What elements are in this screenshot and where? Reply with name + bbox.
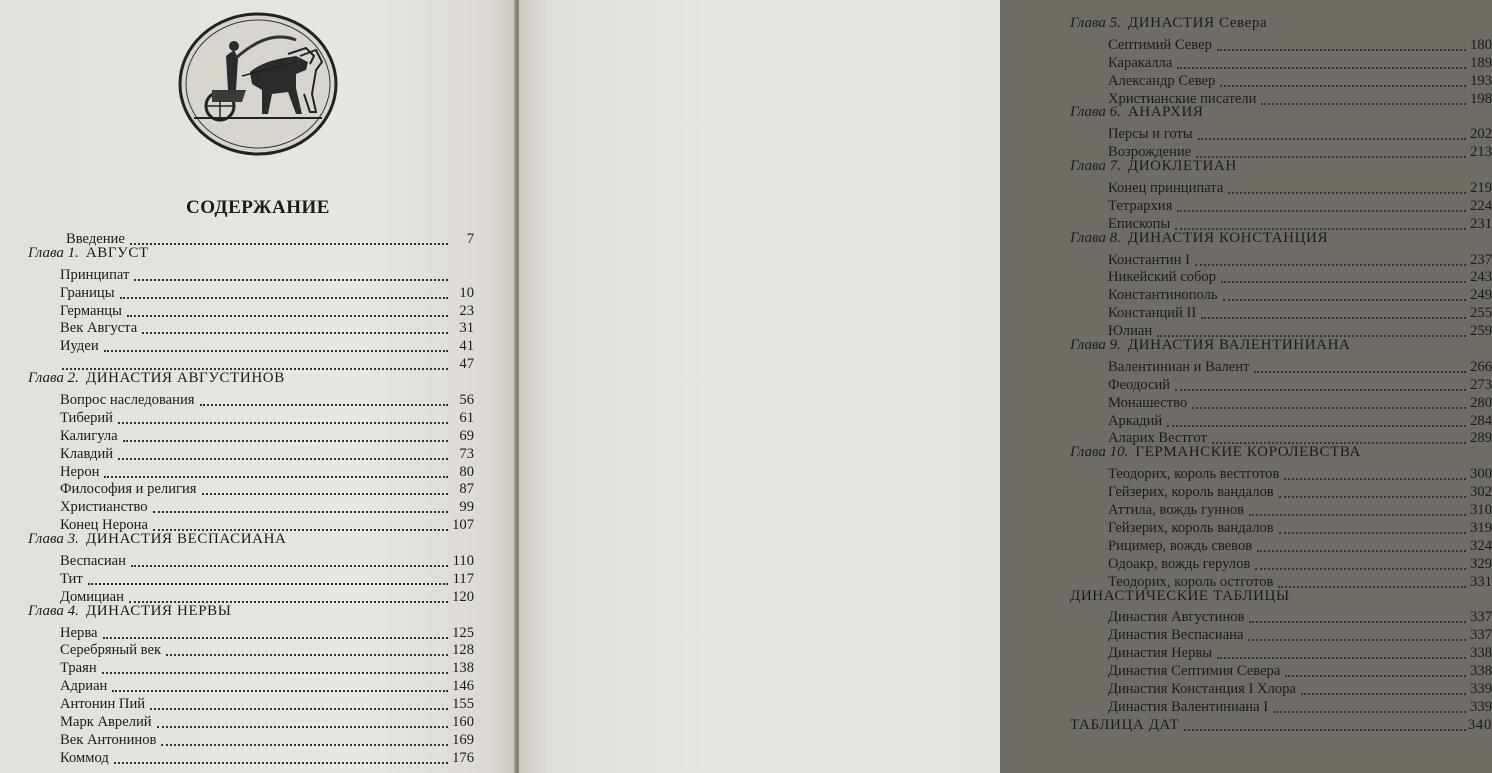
entry-label: Феодосий [1108,376,1171,393]
entry-label: Тит [60,570,83,587]
entry-label: Марк Аврелий [60,714,152,731]
entry-page: 280 [1470,394,1492,411]
toc-entry [1070,570,1492,588]
dot-leader [1248,625,1466,641]
dot-leader [62,354,448,370]
entry-label: Адриан [60,678,108,695]
dot-leader [153,497,448,513]
toc-right-column [1070,15,1492,731]
entry-page: 125 [452,624,474,641]
toc-entry [1070,69,1492,87]
entry-label: Династия Августинов [1108,609,1245,626]
entry-page: 259 [1470,323,1492,340]
entry-page: 160 [452,714,474,731]
toc-entry [1070,176,1492,197]
toc-entry [28,585,474,603]
toc-entry [28,638,474,659]
entry-page: 87 [459,481,474,498]
toc-entry [1070,373,1492,391]
entry-page: 146 [452,678,474,695]
toc-entry [1070,301,1492,322]
entry-label: Никейский собор [1108,269,1216,286]
dot-leader [1254,357,1466,373]
entry-label: Рицимер, вождь свевов [1108,537,1253,554]
entry-page: 120 [452,588,474,605]
dot-leader [166,640,448,656]
chapter-heading [1070,337,1492,355]
entry-label: Тиберий [60,409,113,426]
entry-label: Клавдий [60,445,114,462]
entry-label: Нерон [60,463,100,480]
entry-label: Констанций II [1108,305,1197,322]
chapter-number: Глава 8. [1070,229,1121,246]
entry-page: 176 [452,749,474,766]
dot-leader [200,390,449,406]
chapter-number: Глава 10. [1070,444,1129,461]
entry-label: Тетрархия [1108,197,1173,214]
entry-label: Вопрос наследования [60,392,195,409]
entry-page: 329 [1470,555,1492,572]
toc-entry [1070,194,1492,212]
toc-entry [28,728,474,746]
dot-leader [1301,679,1466,695]
toc-entry-table [1070,677,1492,695]
entry-page: 243 [1470,269,1492,286]
entry-label: Константин I [1108,251,1190,268]
entry-page: 249 [1470,287,1492,304]
dot-leader [1196,142,1466,158]
toc-entry [28,656,474,677]
dot-leader [1212,428,1466,444]
entry-page: 337 [1470,627,1492,644]
chapter-title: ДИНАСТИЯ АВГУСТИНОВ [85,370,285,387]
toc-entry [28,621,474,639]
entry-page: 284 [1470,412,1492,429]
entry-label: Династия Веспасиана [1108,627,1244,644]
entry-page: 180 [1470,36,1492,53]
entry-label: Аркадий [1108,412,1163,429]
chapter-title: ГЕРМАНСКИЕ КОРОЛЕВСТВА [1135,444,1361,461]
dot-leader [1249,607,1466,623]
entry-page: 266 [1470,358,1492,375]
chapter-title: ДИНАСТИЯ Севера [1127,15,1268,31]
entry-label: Коммод [60,749,109,766]
entry-page: 237 [1470,251,1492,268]
entry-page: 319 [1470,519,1492,536]
dot-leader [1249,500,1466,516]
entry-page: 231 [1470,215,1492,232]
entry-label: Константинополь [1108,287,1218,304]
entry-label: Антонин Пий [60,696,146,713]
entry-label: Династия Септимия Севера [1108,663,1281,680]
entry-page: 289 [1470,430,1492,447]
entry-label: Аттила, вождь гуннов [1108,502,1245,519]
entry-label: Теодорих, король вестготов [1108,466,1280,483]
entry-page: 340 [1467,716,1492,733]
dot-leader [1255,554,1466,570]
chariot-vignette [176,10,340,158]
entry-label: Септимий Север [1108,36,1212,53]
toc-entry [28,406,474,424]
dot-leader [118,444,448,460]
dot-leader [161,730,448,746]
chapter-number: Глава 6. [1070,104,1121,121]
toc-entry [1070,409,1492,427]
entry-page: 10 [459,284,474,301]
entry-label: Гейзерих, король вандалов [1108,519,1274,536]
entry-page: 128 [452,642,474,659]
dot-leader [1201,303,1466,319]
entry-page: 339 [1470,698,1492,715]
chapter-title: АНАРХИЯ [1127,104,1204,121]
chapter-heading [1070,15,1492,33]
entry-label: Династия Констанция I Хлора [1108,680,1296,697]
dot-leader [1192,393,1466,409]
dot-leader [1217,35,1466,51]
entry-page: 198 [1470,90,1492,107]
toc-entry [1070,498,1492,519]
dot-leader [1228,178,1466,194]
toc-entry [28,281,474,299]
toc-entry [28,334,474,355]
dot-leader [1195,250,1466,266]
toc-entry [1070,426,1492,447]
dot-leader [1284,464,1466,480]
toc-entry [1070,355,1492,373]
entry-label: Серебряный век [60,642,162,659]
dot-leader [120,283,448,299]
entry-page: 41 [459,338,474,355]
entry-page: 47 [459,356,474,373]
chapter-heading [28,531,474,549]
toc-entry [1070,265,1492,286]
toc-entry [1070,319,1492,340]
toc-entry-table [1070,641,1492,662]
dot-leader [1273,697,1466,713]
toc-entry-table [1070,605,1492,626]
toc-entry [28,710,474,731]
toc-entry [28,388,474,409]
entry-page: 56 [459,392,474,409]
entry-page: 324 [1470,537,1492,554]
entry-label: Конец Нерона [60,517,148,534]
chapter-number: Глава 5. [1070,15,1121,31]
dot-leader [153,515,448,531]
entry-label: Век Антонинов [60,731,157,748]
entry-label: Христианство [60,499,148,516]
entry-page: 31 [459,320,474,337]
entry-label: Каракалла [1108,54,1173,71]
toc-entry [28,352,474,373]
entry-label: Династия Нервы [1108,645,1213,662]
dot-leader [123,426,448,442]
toc-entry [1070,122,1492,143]
dot-leader [127,301,448,317]
dot-leader [129,587,448,603]
dot-leader [118,408,448,424]
toc-entry [28,316,474,337]
toc-entry [1070,33,1492,51]
toc-entry [1070,212,1492,230]
chapter-number: Глава 2. [28,370,79,387]
toc-entry [28,460,474,478]
dot-leader [1175,375,1466,391]
entry-page: 61 [459,409,474,426]
entry-page: 189 [1470,54,1492,71]
entry-label: Веспасиан [60,553,126,570]
entry-page: 23 [459,302,474,319]
toc-entry [28,513,474,534]
chapter-heading [1070,230,1492,248]
entry-page: 7 [466,231,474,247]
dot-leader [1220,71,1466,87]
entry-page: 99 [459,499,474,516]
chapter-heading [28,603,474,621]
entry-label: Возрождение [1108,144,1192,161]
dot-leader [142,318,448,334]
entry-label: Христианские писатели [1108,90,1257,107]
entry-page: 224 [1470,197,1492,214]
toc-entry [28,263,474,281]
dot-leader [1279,518,1466,534]
entry-label: ТАБЛИЦА ДАТ [1070,716,1180,733]
dot-leader [104,336,448,352]
dot-leader [1157,321,1466,337]
dot-leader [104,462,448,478]
chapter-title: ДИОКЛЕТИАН [1127,158,1237,175]
entry-label: Нерва [60,624,98,641]
entry-page: 73 [459,445,474,462]
toc-entry-table [1070,623,1492,644]
entry-page: 155 [452,696,474,713]
chapter-number: Глава 3. [28,531,79,548]
entry-label: Германцы [60,302,122,319]
entry-page: 138 [452,660,474,677]
entry-page: 202 [1470,126,1492,143]
entry-page: 213 [1470,144,1492,161]
entry-label: Конец принципата [1108,180,1224,197]
toc-entry [1070,140,1492,161]
entry-label: Иудеи [60,338,99,355]
toc-entry [28,674,474,695]
entry-label: Одоакр, вождь герулов [1108,555,1251,572]
toc-entry-dates [1070,713,1492,731]
entry-page: 338 [1470,645,1492,662]
dot-leader [202,479,448,495]
toc-entry [28,567,474,585]
entry-page: 107 [452,517,474,534]
toc-entry [28,442,474,460]
toc-entry [28,746,474,764]
entry-page: 310 [1470,502,1492,519]
entry-page: 300 [1470,466,1492,483]
toc-entry [28,692,474,713]
dot-leader [1279,482,1466,498]
toc-entry [1070,516,1492,534]
toc-entry [1070,87,1492,105]
toc-entry-table [1070,659,1492,680]
entry-label: Монашество [1108,394,1188,411]
entry-page: 219 [1470,180,1492,197]
dot-leader [114,748,448,764]
dot-leader [131,551,448,567]
dot-leader [1198,124,1466,140]
toc-entry [28,549,474,570]
toc-entry [28,299,474,317]
dot-leader [1221,267,1466,283]
toc-entry [1070,391,1492,409]
entry-page: 273 [1470,376,1492,393]
dot-leader [150,694,448,710]
dot-leader [134,265,448,281]
entry-page: 331 [1470,573,1492,590]
entry-label: Век Августа [60,320,138,337]
entry-label: Теодорих, король остготов [1108,573,1274,590]
toc-entry-table [1070,695,1492,713]
dot-leader [157,712,448,728]
entry-page: 117 [452,570,474,587]
dot-leader [88,569,448,585]
toc-entry [1070,552,1492,570]
chapter-number: Глава 9. [1070,337,1121,354]
dot-leader [102,658,448,674]
dot-leader [1223,285,1466,301]
chapter-heading [28,245,474,263]
entry-page: 255 [1470,305,1492,322]
entry-label: Домициан [60,588,124,605]
entry-label: Калигула [60,427,118,444]
dot-leader [1184,715,1465,731]
dot-leader [1217,643,1466,659]
dot-leader [1177,196,1466,212]
entry-label: Александр Север [1108,72,1216,89]
entry-label: Аларих Вестгот [1108,430,1207,447]
entry-label: Юлиан [1108,323,1153,340]
entry-label: Гейзерих, король вандалов [1108,484,1274,501]
entry-label: Епископы [1108,215,1171,232]
chapter-title: ДИНАСТИЯ ВАЛЕНТИНИАНА [1127,337,1351,354]
entry-page: 193 [1470,72,1492,89]
dot-leader [1261,89,1466,105]
left-page [0,0,516,773]
dot-leader [1167,411,1466,427]
dot-leader [1257,536,1466,552]
entry-label: Введение [66,231,125,247]
chapter-heading [1070,444,1492,462]
dot-leader [1177,53,1466,69]
dot-leader [130,229,448,245]
toc-entry [28,495,474,516]
chapter-number: Глава 7. [1070,158,1121,175]
right-page [519,0,1492,773]
toc-entry [28,424,474,442]
chapter-title: ДИНАСТИЯ ВЕСПАСИАНА [85,531,287,548]
chapter-number: Глава 4. [28,602,79,619]
entry-page: 169 [452,731,474,748]
chapter-heading [1070,158,1492,176]
chapter-title: ДИНАСТИЯ КОНСТАНЦИЯ [1127,229,1329,246]
chapter-number: Глава 1. [28,244,79,261]
chapter-heading [28,370,474,388]
entry-label: Философия и религия [60,481,197,498]
tables-heading: ДИНАСТИЧЕСКИЕ ТАБЛИЦЫ [1070,587,1290,604]
toc-entry [1070,462,1492,483]
dot-leader [1175,214,1466,230]
entry-page: 69 [459,427,474,444]
entry-label: Династия Валентиниана I [1108,698,1269,715]
entry-page: 80 [459,463,474,480]
toc-entry [1070,283,1492,304]
toc-entry [1070,248,1492,266]
chapter-heading [1070,104,1492,122]
dot-leader [112,676,448,692]
entry-label: Траян [60,660,97,677]
entry-label: Валентиниан и Валент [1108,358,1250,375]
dot-leader [103,623,449,639]
entry-page: 338 [1470,663,1492,680]
entry-page: 337 [1470,609,1492,626]
chapter-title: АВГУСТ [85,244,149,261]
dot-leader [1278,572,1466,588]
toc-entry [28,477,474,498]
entry-label: Границы [60,284,115,301]
toc-entry [1070,480,1492,501]
toc-title: СОДЕРЖАНИЕ [186,197,330,218]
entry-label: Принципат [60,266,130,283]
toc-entry [1070,51,1492,69]
toc-entry-intro [28,227,474,245]
toc-left-column [28,227,474,764]
entry-label: Персы и готы [1108,126,1193,143]
dot-leader [1285,661,1466,677]
entry-page: 339 [1470,680,1492,697]
entry-page: 110 [452,553,474,570]
chapter-title: ДИНАСТИЯ НЕРВЫ [85,602,232,619]
toc-entry [1070,534,1492,552]
entry-page: 302 [1470,484,1492,501]
